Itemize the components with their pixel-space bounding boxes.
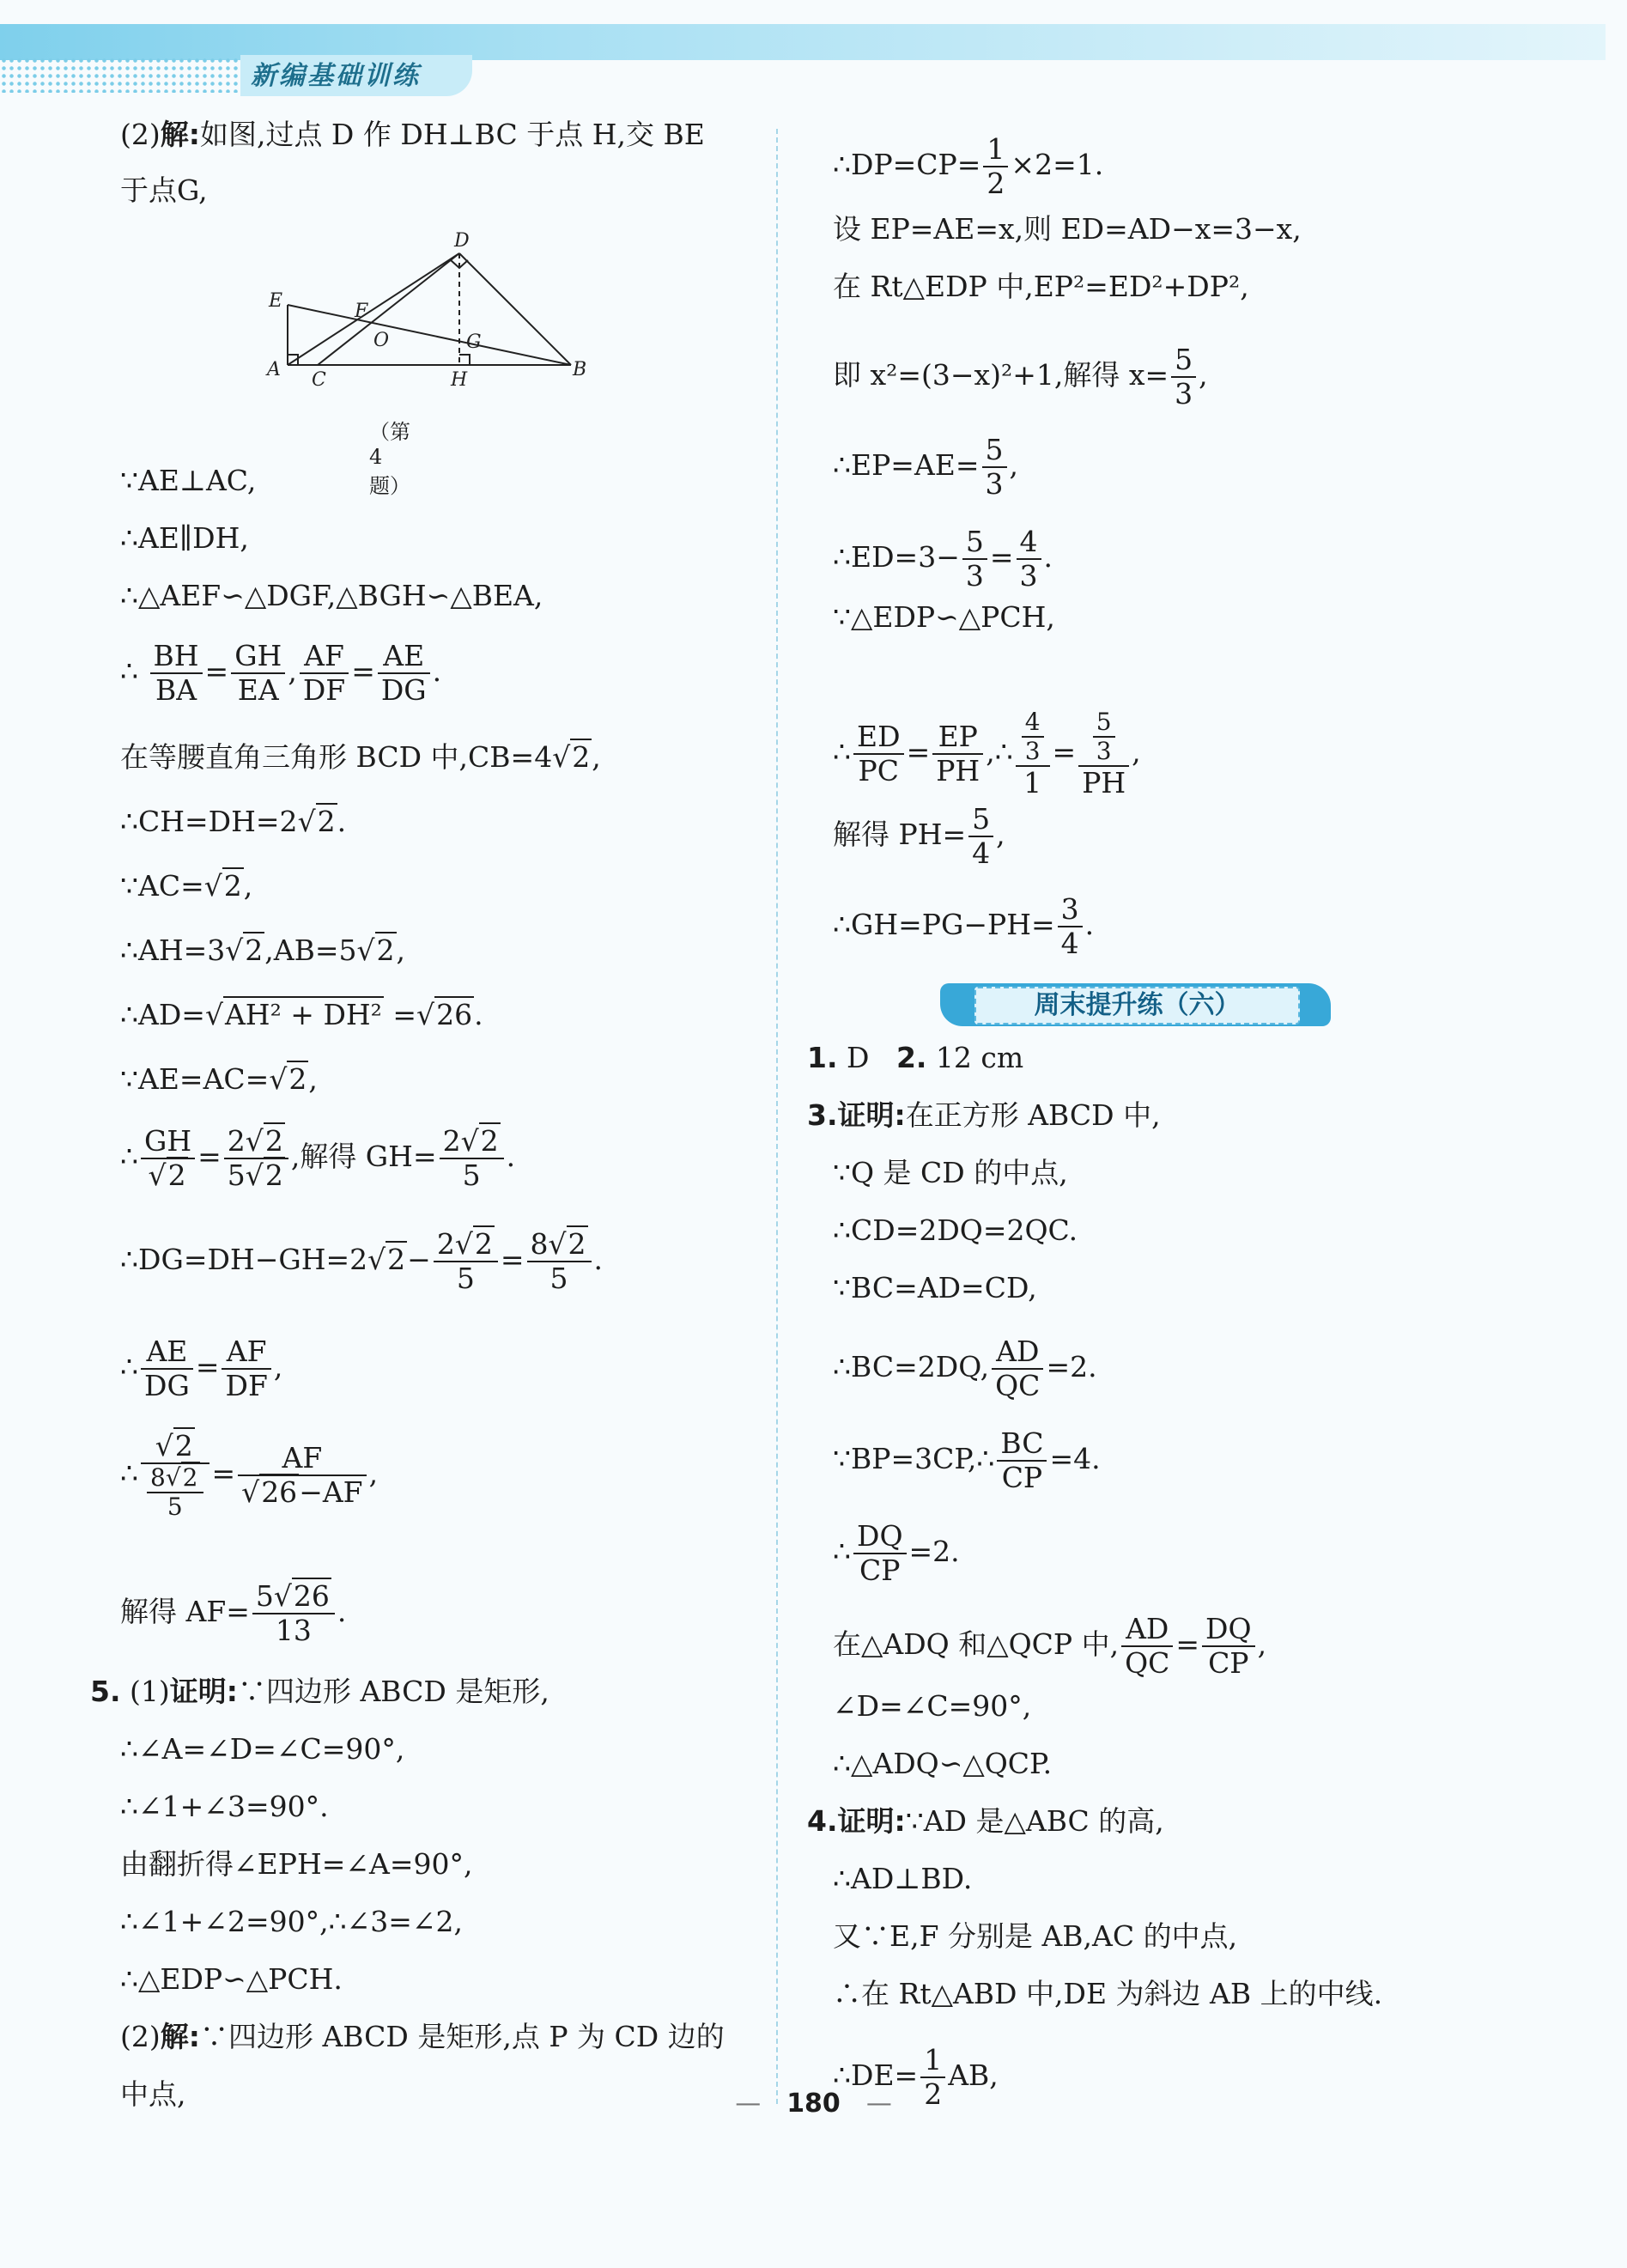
ratio-line: ∴DG=DH−GH=2√2− $\frac{2√2}{5}$ = $\frac{8√2}{5}$ . [120, 1227, 604, 1295]
series-title: 新编基础训练 [251, 61, 421, 91]
text-line: ∴CH=DH=2√2. [120, 805, 347, 838]
ratio-line: 解得 AF= $\frac{5√26}{13}$ . [120, 1579, 347, 1647]
label-H: H [451, 369, 468, 391]
problem-4-part-2: (2)解:如图,过点 D 作 DH⊥BC 于点 H,交 BE [120, 118, 705, 151]
problem-3: 3.证明:在正方形 ABCD 中, [807, 1098, 1161, 1132]
text-line: ∵AC=√2, [120, 869, 253, 903]
text-line: ∴△EDP∽△PCH. [120, 1962, 343, 1996]
text-line: ∴∠1+∠3=90°. [120, 1790, 329, 1823]
label-E: E [269, 290, 283, 312]
ratio-line: ∴ $\frac{BH}{BA}$ = $\frac{GH}{EA}$ , $\frac{AF}{DF}$ = $\frac{AE}{DG}$ . [120, 639, 442, 707]
text-line: 在 Rt△EDP 中,EP²=ED²+DP², [833, 270, 1249, 303]
label-A: A [267, 359, 281, 380]
ratio-line: ∴ED=3− $\frac{5}{3}$ = $\frac{4}{3}$ . [833, 525, 1053, 593]
problem-5-part-2: (2)解:∵四边形 ABCD 是矩形,点 P 为 CD 边的 [120, 2020, 725, 2053]
figure-caption: （第 4 题） [369, 420, 410, 498]
text-line: ∴∠A=∠D=∠C=90°, [120, 1732, 405, 1766]
text-line: ∵AE⊥AC, [120, 464, 257, 497]
ratio-line: ∴EP=AE= $\frac{5}{3}$ , [833, 433, 1019, 501]
text-line: ∴CD=2DQ=2QC. [833, 1213, 1078, 1247]
text-line: ∴△ADQ∽△QCP. [833, 1747, 1053, 1780]
text-line: ∴在 Rt△ABD 中,DE 为斜边 AB 上的中线. [833, 1977, 1383, 2010]
text-line: 在等腰直角三角形 BCD 中,CB=4√2, [120, 740, 601, 774]
text-line: ∴AH=3√2,AB=5√2, [120, 933, 406, 967]
page-number: — 180 — [735, 2089, 892, 2119]
ratio-line: ∴ $\frac{GH}{√2}$ = $\frac{2√2}{5√2}$ ,解得 GH= $\frac{2√2}{5}$ . [120, 1124, 516, 1192]
label-F: F [355, 301, 368, 322]
text-line: ∴AE∥DH, [120, 521, 249, 555]
ratio-line: 解得 PH= $\frac{5}{4}$ , [833, 802, 1005, 870]
ratio-line: ∴DE= $\frac{1}{2}$ AB, [833, 2043, 999, 2111]
label-C: C [312, 369, 326, 391]
ratio-line: ∴ $\frac{AE}{DG}$ = $\frac{AF}{DF}$ , [120, 1335, 283, 1402]
ratio-line: ∴BC=2DQ, $\frac{AD}{QC}$ =2. [833, 1335, 1097, 1402]
ratio-line: ∴ $\frac{√2}{\frac{8√2}{5}}$ = $\frac{AF}{√26-AF}$ , [120, 1429, 379, 1522]
ratio-line: 即 x²=(3−x)²+1,解得 x= $\frac{5}{3}$ , [833, 343, 1208, 410]
problem-4: 4.证明:∵AD 是△ABC 的高, [807, 1804, 1164, 1838]
text-line: 由翻折得∠EPH=∠A=90°, [120, 1847, 473, 1881]
header-dots [0, 57, 240, 93]
section-title: 周末提升练（六） [974, 987, 1300, 1025]
column-divider [776, 129, 778, 2104]
label-G: G [466, 331, 482, 353]
text-line: ∠D=∠C=90°, [833, 1689, 1032, 1723]
ratio-line: ∴ $\frac{ED}{PC}$ = $\frac{EP}{PH}$ ,∴ $\frac{\frac{4}{3}}{1}$ = $\frac{\frac{5}{3}}{PH}$ , [833, 708, 1141, 800]
text-line: ∴AD⊥BD. [833, 1862, 973, 1895]
text-line: 设 EP=AE=x,则 ED=AD−x=3−x, [833, 212, 1302, 246]
problem-5-part-1: 5. (1)证明:∵四边形 ABCD 是矩形, [90, 1675, 549, 1708]
text-line: ∵△EDP∽△PCH, [833, 600, 1055, 634]
text-line: ∴AD=√AH² + DH² =√26. [120, 998, 483, 1031]
text-line: 又∵E,F 分别是 AB,AC 的中点, [833, 1919, 1238, 1953]
label-B: B [573, 359, 587, 380]
text-line: ∴△AEF∽△DGF,△BGH∽△BEA, [120, 579, 543, 612]
ratio-line: ∴ $\frac{DQ}{CP}$ =2. [833, 1519, 960, 1587]
label-O: O [373, 330, 390, 351]
text-line: 中点, [120, 2077, 186, 2111]
ratio-line: ∴GH=PG−PH= $\frac{3}{4}$ . [833, 892, 1095, 960]
ratio-line: ∴DP=CP= $\frac{1}{2}$ ×2=1. [833, 132, 1104, 200]
geometry-figure [262, 228, 588, 399]
text-line: ∵AE=AC=√2, [120, 1062, 318, 1096]
text-line: ∵Q 是 CD 的中点, [833, 1156, 1068, 1189]
label-D: D [454, 230, 470, 252]
text-line: 于点G, [120, 173, 208, 207]
text-line: ∴∠1+∠2=90°,∴∠3=∠2, [120, 1905, 463, 1938]
ratio-line: ∵BP=3CP,∴ $\frac{BC}{CP}$ =4. [833, 1426, 1101, 1494]
text-line: ∵BC=AD=CD, [833, 1271, 1037, 1304]
ratio-line: 在△ADQ 和△QCP 中, $\frac{AD}{QC}$ = $\frac{DQ}{CP}$ , [833, 1612, 1267, 1680]
right-angle-H [459, 355, 470, 365]
answers-1-2: 1. D 2. 12 cm [807, 1041, 1024, 1074]
